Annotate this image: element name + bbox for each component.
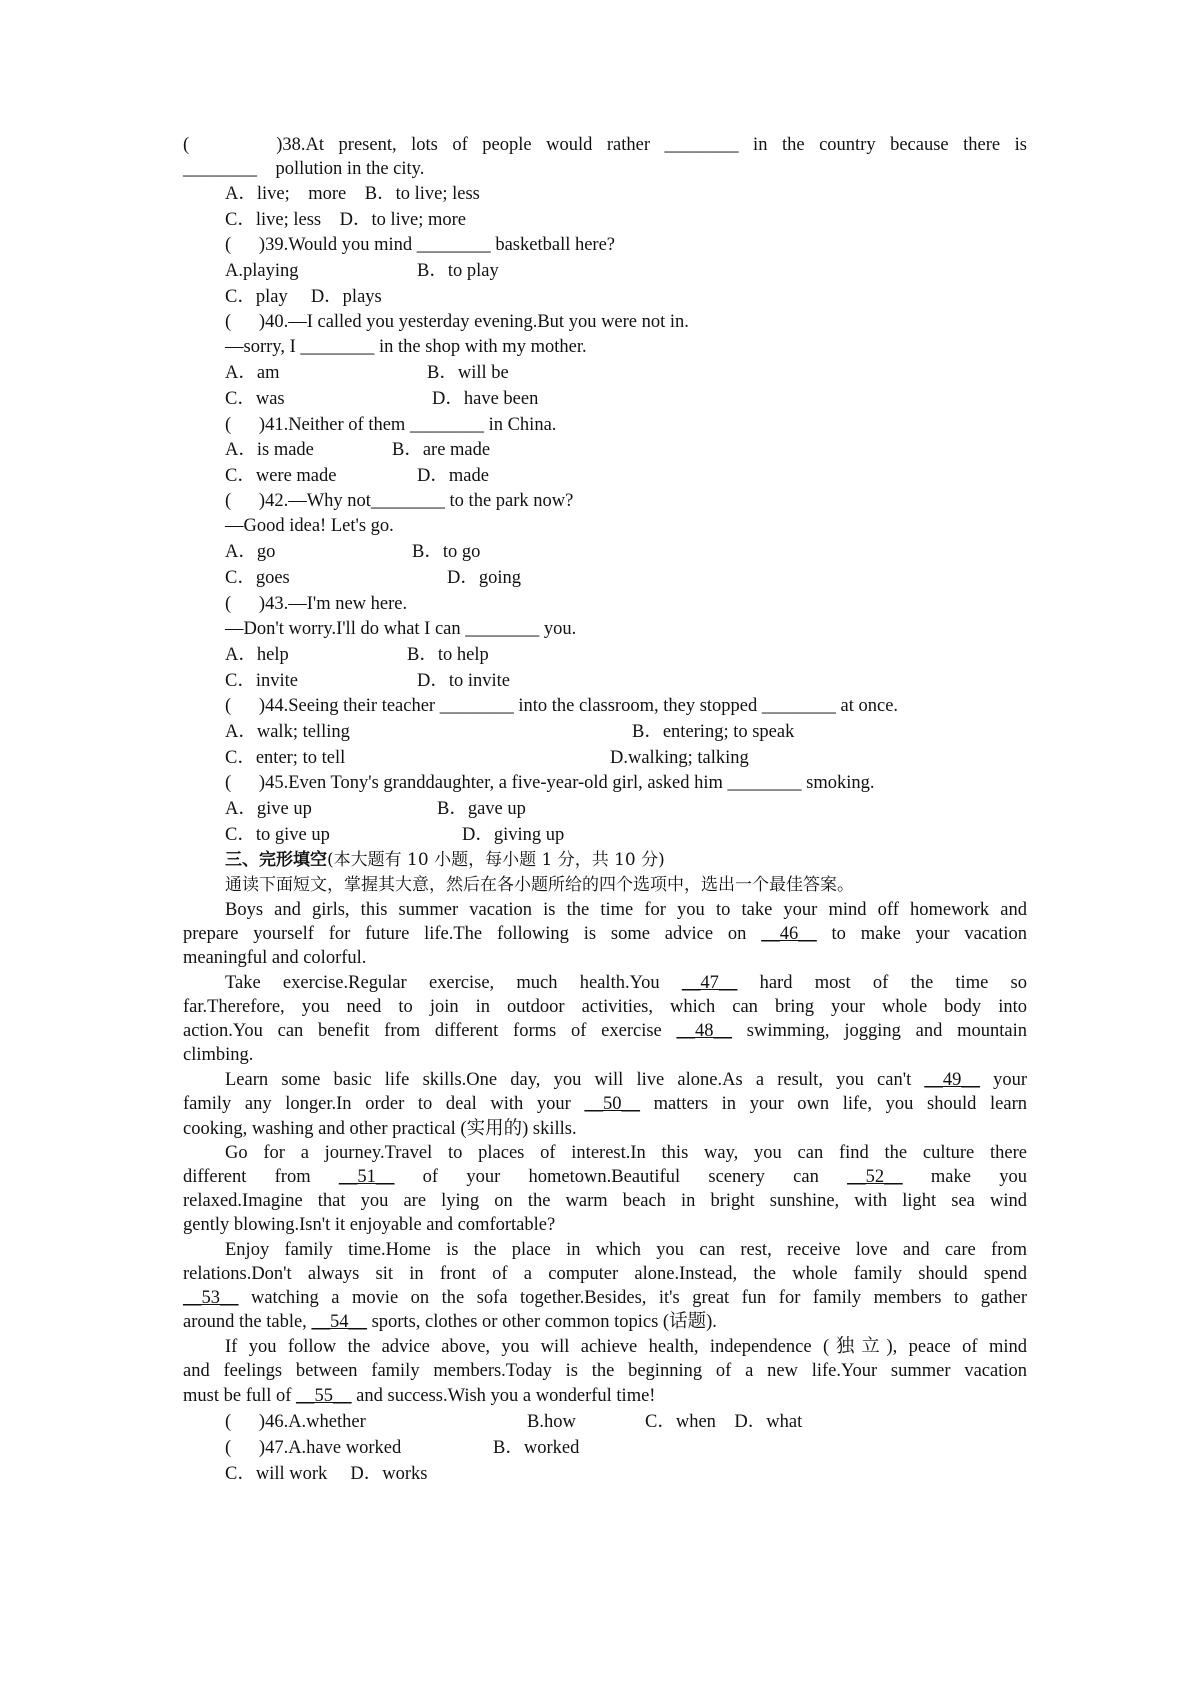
blank-46: __46__ — [761, 924, 817, 944]
text-fragment: around the table, — [183, 1312, 312, 1332]
q45-option-c: C．to give up — [225, 825, 330, 845]
q38-options-ab: A．live; more B．to live; less — [225, 184, 480, 204]
passage-p6-line2: and feelings between family members.Today is the beginning of a new life.Your summer vacation — [183, 1361, 1027, 1381]
q46-options-cd: C．when D．what — [645, 1412, 803, 1432]
q42-option-c: C．goes — [225, 568, 290, 588]
text-fragment: make you — [902, 1167, 1027, 1187]
q39-option-a: A.playing — [225, 261, 299, 281]
blank-52: __52__ — [847, 1167, 903, 1187]
passage-p1-line3: meaningful and colorful. — [183, 948, 367, 968]
q40-reply: —sorry, I ________ in the shop with my mother. — [225, 337, 587, 357]
text-fragment: swimming, jogging and mountain — [732, 1021, 1027, 1041]
text-fragment: ). — [706, 1312, 717, 1332]
q40-stem: ( )40.—I called you yesterday evening.But you were not in. — [225, 312, 689, 332]
q47-stem: ( )47.A.have worked — [225, 1438, 402, 1458]
blank-54: __54__ — [311, 1312, 367, 1332]
text-fragment: watching a movie on the sofa together.Besides, it's great fun for family members to gather — [238, 1288, 1027, 1308]
passage-p6-line1 — [225, 1335, 1027, 1359]
text-fragment: 话题 — [669, 1311, 707, 1332]
text-fragment: 独立 — [829, 1336, 887, 1357]
q42-option-a: A．go — [225, 542, 276, 562]
passage-p1-line1: Boys and girls, this summer vacation is the time for you to take your mind off homework and — [225, 900, 1027, 920]
passage-p4-line4: gently blowing.Isn't it enjoyable and comfortable? — [183, 1215, 556, 1235]
q41-option-b: B．are made — [392, 440, 491, 460]
q42-option-d: D．going — [447, 568, 522, 588]
text-fragment: hard most of the time so — [737, 973, 1027, 993]
q46-stem: ( )46.A.whether — [225, 1412, 366, 1432]
passage-p4-line2 — [183, 1165, 1027, 1189]
q41-option-a: A．is made — [225, 440, 314, 460]
passage-p4-line3: relaxed.Imagine that you are lying on the warm beach in bright sunshine, with light sea wind — [183, 1191, 1027, 1211]
text-fragment: Learn some basic life skills.One day, you will live alone.As a result, you can't — [225, 1070, 925, 1090]
passage-p3-line1 — [225, 1068, 1027, 1092]
text-fragment: 实用的 — [466, 1118, 523, 1139]
q45-option-b: B．gave up — [437, 799, 526, 819]
q41-stem: ( )41.Neither of them ________ in China. — [225, 415, 557, 435]
q43-option-d: D．to invite — [417, 671, 511, 691]
q40-option-c: C．was — [225, 389, 285, 409]
q43-option-a: A．help — [225, 645, 289, 665]
blank-48: __48__ — [676, 1021, 733, 1041]
blank-47: __47__ — [681, 973, 738, 993]
q42-option-b: B．to go — [412, 542, 481, 562]
passage-p1-line2 — [183, 922, 1027, 946]
blank-53: __53__ — [183, 1288, 239, 1308]
section-3-heading — [225, 848, 665, 872]
q41-option-c: C．were made — [225, 466, 337, 486]
passage-p2-line1 — [225, 971, 1027, 995]
q39-options-cd: C．play D．plays — [225, 287, 382, 307]
q43-option-c: C．invite — [225, 671, 298, 691]
text-fragment: sports, clothes or other common topics ( — [366, 1312, 670, 1332]
text-fragment: matters in your own life, you should learn — [639, 1094, 1027, 1114]
q44-option-a: A．walk; telling — [225, 722, 350, 742]
text-fragment: to make your vacation — [816, 924, 1027, 944]
q38-stem: ( )38.At present, lots of people would rather ________ in the country because there is — [183, 135, 1027, 155]
passage-p5-line2: relations.Don't always sit in front of a computer alone.Instead, the whole family should spend — [183, 1264, 1027, 1284]
text-fragment: your — [979, 1070, 1027, 1090]
q47-options-cd: C．will work D．works — [225, 1464, 428, 1484]
passage-p3-line2 — [183, 1092, 1027, 1116]
passage-p5-line1: Enjoy family time.Home is the place in which you can rest, receive love and care from — [225, 1240, 1027, 1260]
passage-p5-line4 — [183, 1310, 717, 1334]
section-3-instruction: 通读下面短文，掌握其大意，然后在各小题所给的四个选项中，选出一个最佳答案。 — [225, 875, 854, 895]
passage-p3-line3 — [183, 1117, 577, 1141]
blank-55: __55__ — [296, 1386, 352, 1406]
text-fragment: of your hometown.Beautiful scenery can — [394, 1167, 848, 1187]
text-fragment: If you follow the advice above, you will achieve health, independence ( — [225, 1337, 830, 1357]
text-fragment: prepare yourself for future life.The following is some advice on — [183, 924, 762, 944]
q44-option-d: D.walking; talking — [610, 748, 749, 768]
q41-option-d: D．made — [417, 466, 489, 486]
text-fragment: action.You can benefit from different forms of exercise — [183, 1021, 677, 1041]
text-fragment: family any longer.In order to deal with your — [183, 1094, 585, 1114]
q39-stem: ( )39.Would you mind ________ basketball here? — [225, 235, 616, 255]
q43-reply: —Don't worry.I'll do what I can ________ you. — [225, 619, 577, 639]
q40-option-d: D．have been — [432, 389, 539, 409]
q38-stem-continued: ________ pollution in the city. — [183, 159, 425, 179]
passage-p5-line3 — [183, 1286, 1027, 1310]
q43-option-b: B．to help — [407, 645, 489, 665]
text-fragment: different from — [183, 1167, 339, 1187]
q43-stem: ( )43.—I'm new here. — [225, 594, 408, 614]
q39-option-b: B．to play — [417, 261, 499, 281]
blank-49: __49__ — [924, 1070, 980, 1090]
q45-stem: ( )45.Even Tony's granddaughter, a five-year-old girl, asked him ________ smoking. — [225, 773, 875, 793]
text-fragment: ), peace of mind — [886, 1337, 1027, 1357]
blank-51: __51__ — [338, 1167, 395, 1187]
text-fragment: ) skills. — [522, 1119, 577, 1139]
q45-option-d: D．giving up — [462, 825, 565, 845]
passage-p2-line3 — [183, 1019, 1027, 1043]
q46-option-b: B.how — [527, 1412, 576, 1432]
q42-reply: —Good idea! Let's go. — [225, 516, 394, 536]
text-fragment: cooking, washing and other practical ( — [183, 1119, 467, 1139]
blank-50: __50__ — [584, 1094, 640, 1114]
passage-p2-line4: climbing. — [183, 1045, 254, 1065]
section-3-title: 三、完形填空 — [225, 850, 327, 870]
q38-options-cd: C．live; less D．to live; more — [225, 210, 466, 230]
text-fragment: and success.Wish you a wonderful time! — [351, 1386, 656, 1406]
passage-p6-line3 — [183, 1384, 655, 1408]
q45-option-a: A．give up — [225, 799, 312, 819]
passage-p2-line2: far.Therefore, you need to join in outdoor activities, which can bring your whole body into — [183, 997, 1027, 1017]
q47-option-b: B．worked — [493, 1438, 580, 1458]
q40-option-a: A．am — [225, 363, 280, 383]
q40-option-b: B．will be — [427, 363, 509, 383]
q42-stem: ( )42.—Why not________ to the park now? — [225, 491, 574, 511]
section-3-scoring-note: (本大题有 10 小题，每小题 1 分，共 10 分) — [327, 850, 665, 870]
q44-option-b: B．entering; to speak — [632, 722, 795, 742]
q44-stem: ( )44.Seeing their teacher ________ into the classroom, they stopped ________ at once. — [225, 696, 899, 716]
text-fragment: Take exercise.Regular exercise, much health.You — [225, 973, 682, 993]
text-fragment: must be full of — [183, 1386, 297, 1406]
q44-option-c: C．enter; to tell — [225, 748, 346, 768]
passage-p4-line1: Go for a journey.Travel to places of interest.In this way, you can find the culture there — [225, 1143, 1027, 1163]
